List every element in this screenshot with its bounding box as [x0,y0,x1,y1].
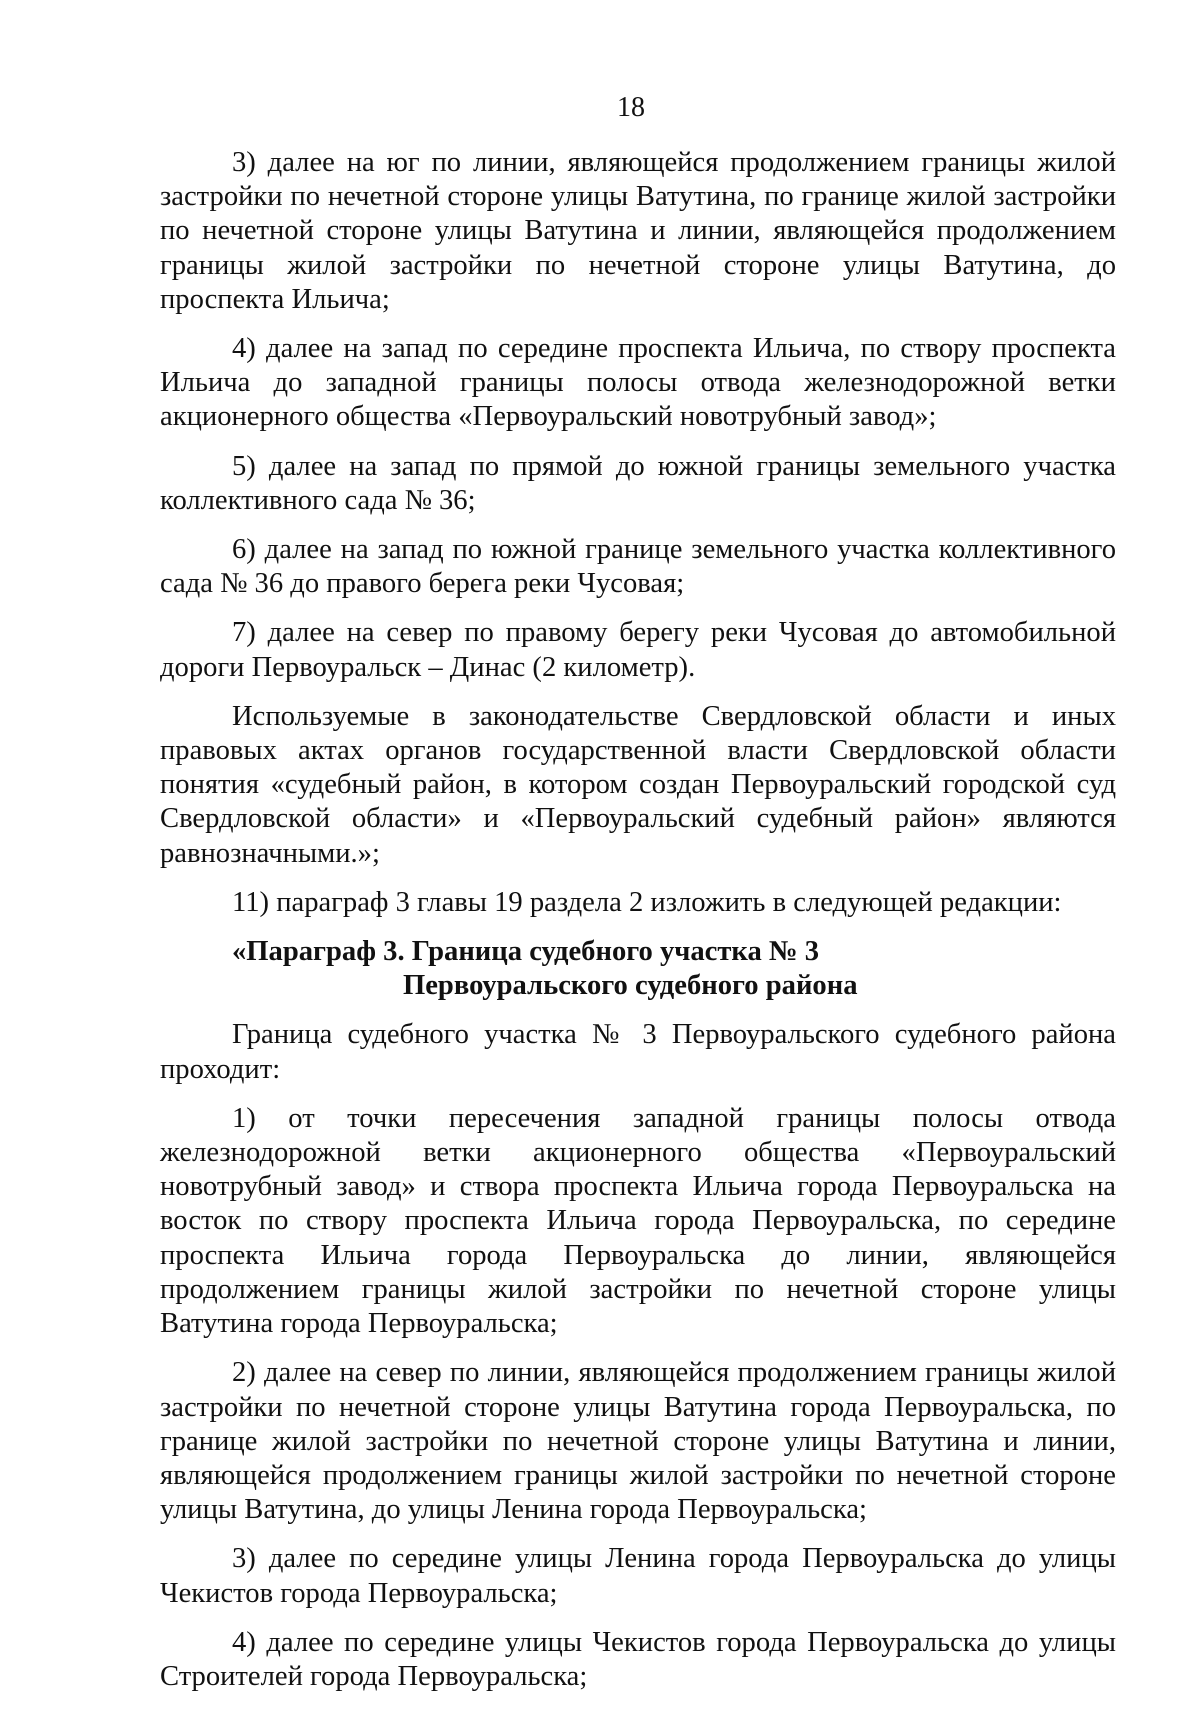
section-heading [160,935,1116,1003]
document-body [160,146,1116,1709]
paragraph-item-4: 4) далее на запад по середине проспекта Ильича, по створу проспекта Ильича до западной границы полосы отвода железнодорожной ветки акционерного общества «Первоуральский новотрубный завод»; [160,333,1116,433]
paragraph-equivalence-note: Используемые в законодательстве Свердловской области и иных правовых актах органов государственной власти Свердловской области понятия «судебный район, в котором создан Первоуральский городской суд Свердловской области» и «Первоуральский судебный район» являются равнозначными.»; [160,700,1116,869]
section-heading-line2: Первоуральского судебного района [403,970,858,1002]
paragraph-item-3: 3) далее на юг по линии, являющейся продолжением границы жилой застройки по нечетной стороне улицы Ватутина, по границе жилой застройки по нечетной стороне улицы Ватутина и линии, являющейся продолжением границы жилой застройки по нечетной стороне улицы Ватутина, до проспекта Ильича; [160,147,1116,315]
paragraph-boundary-item-1: 1) от точки пересечения западной границы полосы отвода железнодорожной ветки акционерного общества «Первоуральский новотрубный завод» и створа проспекта Ильича города Первоуральска на восток по створу проспекта Ильича города Первоуральска, по середине проспекта Ильича города Первоуральска до линии, являющейся продолжением границы жилой застройки по нечетной стороне улицы Ватутина города Первоуральска; [160,1102,1116,1340]
section-heading-line1: «Параграф 3. Граница судебного участка № 3 [232,936,820,968]
paragraph-boundary-item-4: 4) далее по середине улицы Чекистов города Первоуральска до улицы Строителей города Первоуральска; [160,1626,1116,1692]
paragraph-item-7: 7) далее на север по правому берегу реки Чусовая до автомобильной дороги Первоуральск – Динас (2 километр). [160,617,1116,683]
page-number: 18 [617,92,645,123]
paragraph-boundary-item-3: 3) далее по середине улицы Ленина города Первоуральска до улицы Чекистов города Первоуральска; [160,1543,1116,1609]
paragraph-amendment-11: 11) параграф 3 главы 19 раздела 2 изложить в следующей редакции: [232,886,1062,918]
paragraph-item-5: 5) далее на запад по прямой до южной границы земельного участка коллективного сада № 36; [160,450,1116,516]
paragraph-item-6: 6) далее на запад по южной границе земельного участка коллективного сада № 36 до правого берега реки Чусовая; [160,534,1116,600]
paragraph-boundary-intro: Граница судебного участка № 3 Первоуральского судебного района проходит: [160,1019,1116,1085]
paragraph-boundary-item-2: 2) далее на север по линии, являющейся продолжением границы жилой застройки по нечетной стороне улицы Ватутина города Первоуральска, по границе жилой застройки по нечетной стороне улицы Ватутина и линии, являющейся продолжением границы жилой застройки по нечетной стороне улицы Ватутина, до улицы Ленина города Первоуральска; [160,1357,1116,1526]
